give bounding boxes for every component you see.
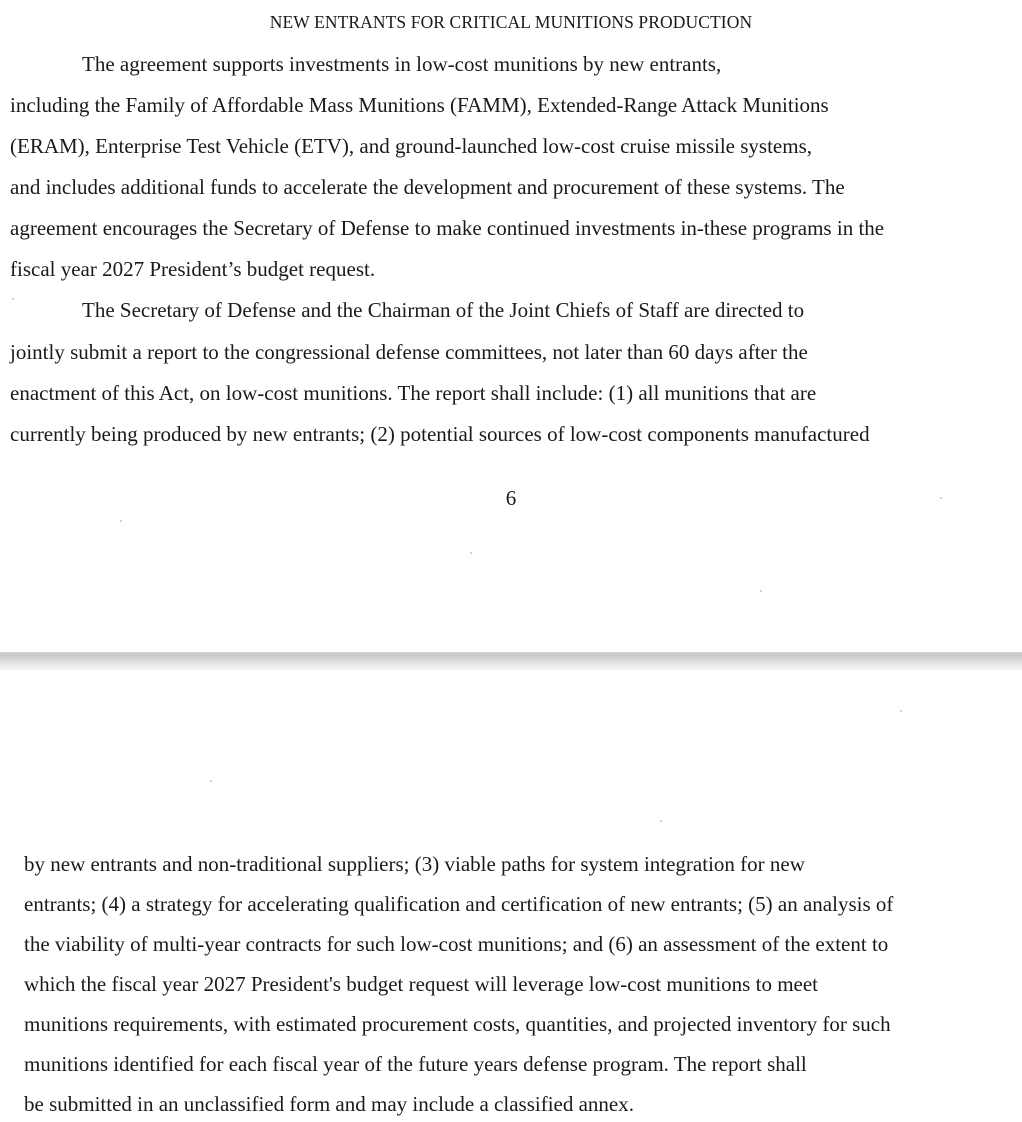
section-heading: NEW ENTRANTS FOR CRITICAL MUNITIONS PRODUCTION [269,12,753,32]
paragraph-1-line-2: including the Family of Affordable Mass Munitions (FAMM), Extended-Range Attack Munitions [10,93,829,117]
continued-line-5: munitions requirements, with estimated procurement costs, quantities, and projected inventory for such [24,1012,891,1036]
paragraph-1-line-3: (ERAM), Enterprise Test Vehicle (ETV), and ground-launched low-cost cruise missile systems, [10,134,812,158]
continued-line-7: be submitted in an unclassified form and may include a classified annex. [24,1092,634,1116]
paragraph-2-line-1: The Secretary of Defense and the Chairman of the Joint Chiefs of Staff are directed to [82,298,805,322]
scan-speck [660,820,662,822]
continued-line-4: which the fiscal year 2027 President's budget request will leverage low-cost munitions to meet [24,972,819,996]
page-7 [0,670,1022,1122]
paragraph-2-line-2: jointly submit a report to the congressional defense committees, not later than 60 days after the [10,340,808,364]
paragraph-1-line-6: fiscal year 2027 President’s budget request. [10,257,376,281]
continued-line-3: the viability of multi-year contracts for such low-cost munitions; and (6) an assessment of the extent to [24,932,889,956]
continued-line-6: munitions identified for each fiscal year of the future years defense program. The report shall [24,1052,807,1076]
scan-speck [900,710,902,712]
scan-speck [760,590,762,592]
paragraph-1-line-5: agreement encourages the Secretary of Defense to make continued investments in-these programs in the [10,216,885,240]
continued-line-1: by new entrants and non-traditional suppliers; (3) viable paths for system integration for new [24,852,805,876]
scan-speck [210,780,212,782]
scan-speck [940,497,942,499]
scan-speck [470,552,472,554]
paragraph-2-line-4: currently being produced by new entrants; (2) potential sources of low-cost components manufactured [10,422,870,446]
paragraph-1-line-1: The agreement supports investments in low-cost munitions by new entrants, [82,52,722,76]
paragraph-2-line-3: enactment of this Act, on low-cost munitions. The report shall include: (1) all munitions that are [10,381,817,405]
scan-speck [12,298,14,300]
scan-speck [120,520,122,522]
page-separator [0,652,1022,670]
paragraph-1-line-4: and includes additional funds to accelerate the development and procurement of these systems. The [10,175,845,199]
page-number: 6 [505,486,517,510]
continued-line-2: entrants; (4) a strategy for accelerating qualification and certification of new entrants; (5) an analysis of [24,892,894,916]
